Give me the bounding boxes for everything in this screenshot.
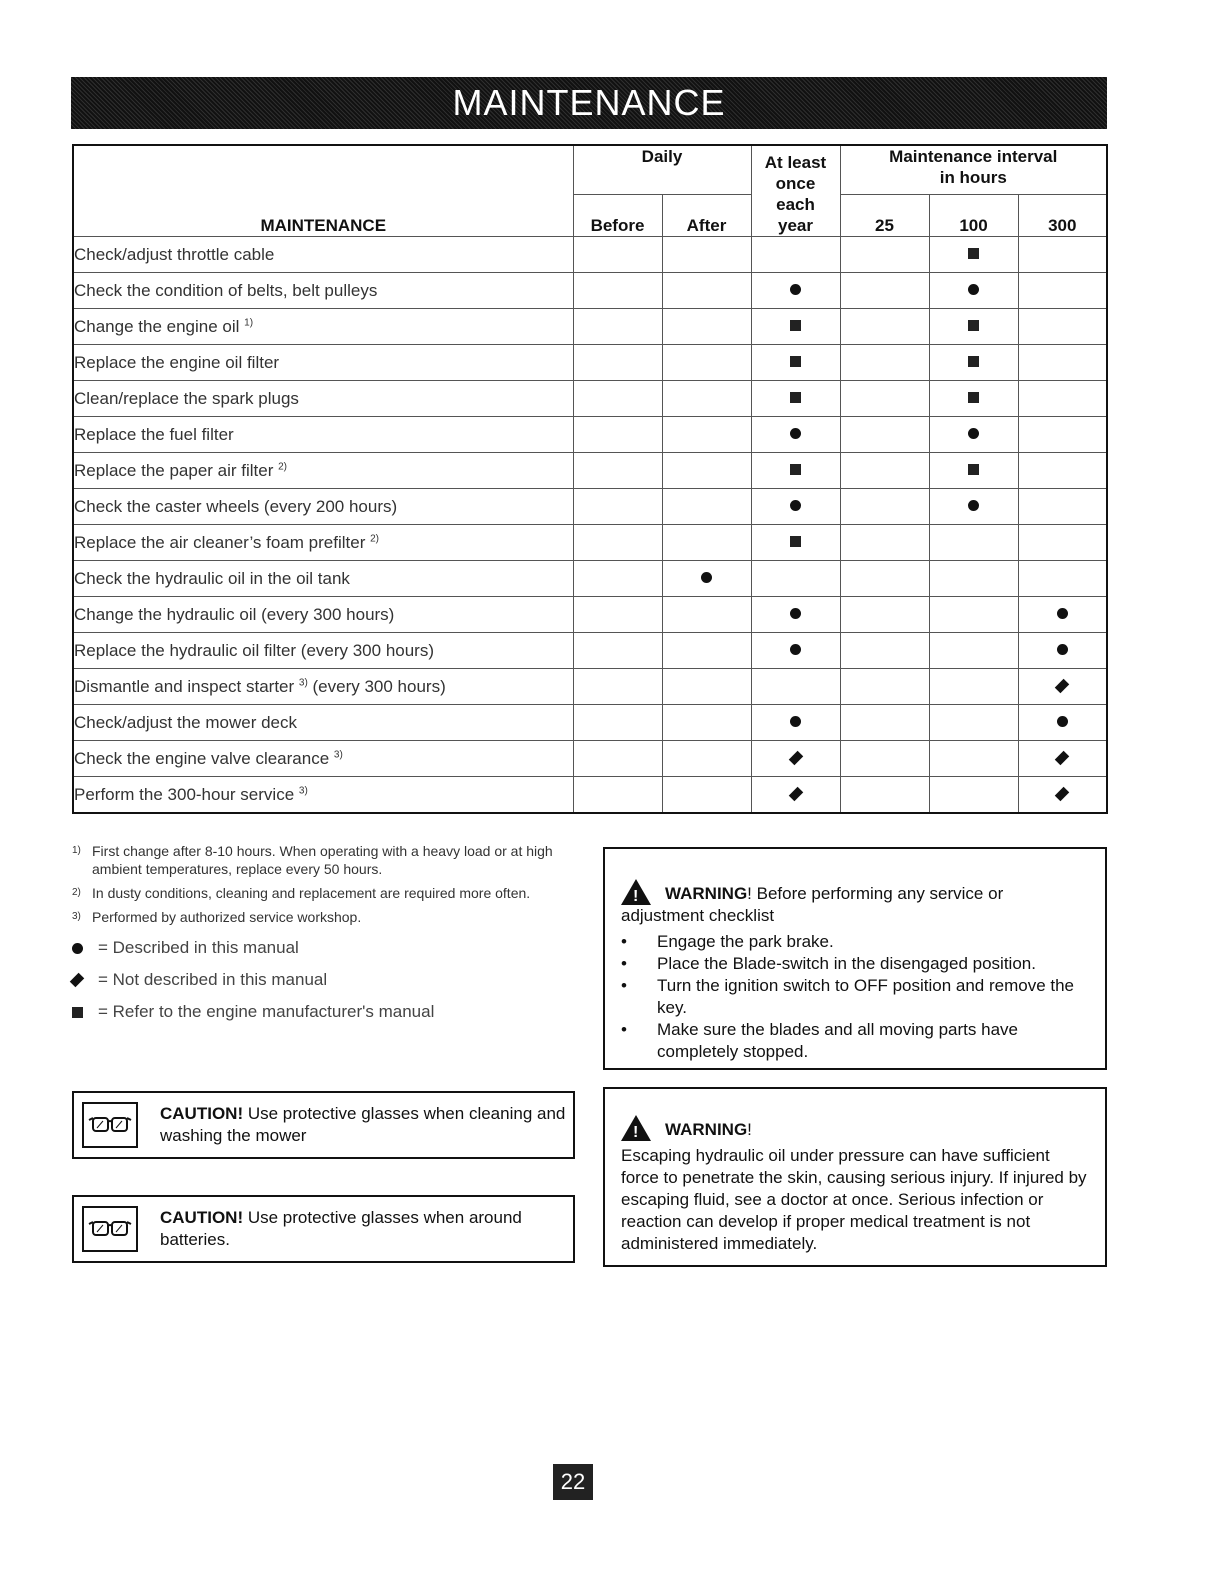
diamond-icon: [1055, 786, 1069, 800]
interval-cell-300h: [1018, 525, 1107, 561]
interval-cell-100h: [929, 417, 1018, 453]
legend-engine-manual: [72, 1002, 572, 1022]
square-icon: [790, 536, 801, 547]
diamond-icon: [788, 786, 802, 800]
interval-cell-25h: [840, 561, 929, 597]
circle-icon: [72, 943, 83, 954]
task-label: Check/adjust the mower deck: [74, 712, 297, 732]
interval-cell-300h: [1018, 741, 1107, 777]
header-interval-line1: Maintenance interval: [889, 147, 1058, 166]
task-cell: [73, 453, 573, 489]
task-label: Check the hydraulic oil in the oil tank: [74, 568, 350, 588]
interval-cell-yearly: [751, 669, 840, 705]
header-interval: [840, 145, 1107, 195]
footnote-number: 2): [72, 887, 81, 898]
interval-cell-25h: [840, 669, 929, 705]
footnote-ref: 3): [298, 784, 308, 796]
interval-cell-yearly: [751, 417, 840, 453]
interval-cell-yearly: [751, 345, 840, 381]
title-banner: [71, 77, 1107, 129]
footnote-1: [72, 842, 572, 878]
interval-cell-yearly: [751, 777, 840, 814]
circle-icon: [1057, 644, 1068, 655]
interval-cell-after: [662, 597, 751, 633]
interval-cell-before: [573, 669, 662, 705]
caution-label: CAUTION!: [160, 1104, 244, 1123]
task-label: Replace the air cleaner’s foam prefilter: [74, 532, 366, 552]
square-icon: [790, 320, 801, 331]
warning-hydraulic-text: Escaping hydraulic oil under pressure can have sufficient force to penetrate the skin, causing serious injury. If injured by escaping fluid, see a doctor at once. Serious infection or reaction can develop if proper medical treatment is not administered immediately.: [621, 1146, 1087, 1253]
caution-cleaning-box: [72, 1091, 575, 1159]
header-before: Before: [573, 195, 662, 237]
interval-cell-100h: [929, 489, 1018, 525]
interval-cell-before: [573, 273, 662, 309]
footnote-2: [72, 884, 572, 902]
footnote-number: 1): [72, 845, 81, 856]
footnote-number: 3): [72, 911, 81, 922]
task-cell: [73, 597, 573, 633]
table-row: [73, 309, 1107, 345]
interval-cell-yearly: [751, 381, 840, 417]
square-icon: [790, 392, 801, 403]
header-maintenance: MAINTENANCE: [73, 145, 573, 237]
task-cell: [73, 381, 573, 417]
footnote-ref: 2): [278, 460, 288, 472]
caution-text: [160, 1207, 573, 1251]
interval-cell-after: [662, 273, 751, 309]
circle-icon: [790, 428, 801, 439]
interval-cell-after: [662, 309, 751, 345]
warning-triangle-icon: [621, 879, 651, 905]
task-cell: [73, 633, 573, 669]
interval-cell-after: [662, 669, 751, 705]
interval-cell-before: [573, 417, 662, 453]
interval-cell-100h: [929, 525, 1018, 561]
interval-cell-25h: [840, 741, 929, 777]
task-label: Check the engine valve clearance: [74, 748, 330, 768]
caution-message: Use protective glasses when cleaning and washing the mower: [160, 1104, 566, 1145]
warning-label: WARNING: [665, 1120, 748, 1139]
circle-icon: [1057, 608, 1068, 619]
task-label: Clean/replace the spark plugs: [74, 388, 299, 408]
square-icon: [968, 356, 979, 367]
maintenance-table: [72, 144, 1108, 814]
interval-cell-25h: [840, 525, 929, 561]
interval-cell-after: [662, 489, 751, 525]
interval-cell-100h: [929, 309, 1018, 345]
interval-cell-25h: [840, 381, 929, 417]
checklist-item: • Turn the ignition switch to OFF position and remove the key.: [621, 975, 1091, 1019]
warning-label: WARNING: [665, 884, 748, 903]
interval-cell-100h: [929, 705, 1018, 741]
interval-cell-after: [662, 453, 751, 489]
diamond-icon: [1055, 750, 1069, 764]
interval-cell-25h: [840, 705, 929, 741]
interval-cell-300h: [1018, 561, 1107, 597]
table-row: [73, 417, 1107, 453]
task-label: Replace the fuel filter: [74, 424, 234, 444]
caution-text: [160, 1103, 573, 1147]
header-25: 25: [840, 195, 929, 237]
interval-cell-300h: [1018, 489, 1107, 525]
footnote-text: First change after 8-10 hours. When operating with a heavy load or at high ambient temperatures, replace every 50 hours.: [92, 843, 553, 877]
circle-icon: [790, 500, 801, 511]
footnote-ref: 3): [333, 748, 343, 760]
interval-cell-after: [662, 381, 751, 417]
interval-cell-after: [662, 525, 751, 561]
square-icon: [72, 1007, 83, 1018]
interval-cell-300h: [1018, 237, 1107, 273]
interval-cell-yearly: [751, 561, 840, 597]
circle-icon: [790, 608, 801, 619]
square-icon: [968, 320, 979, 331]
warning-checklist: [621, 931, 1091, 1063]
task-suffix: (every 300 hours): [307, 676, 446, 696]
circle-icon: [701, 572, 712, 583]
table-row: [73, 597, 1107, 633]
header-yearly: [751, 145, 840, 237]
header-interval-line2: in hours: [939, 168, 1007, 187]
interval-cell-after: [662, 345, 751, 381]
warning-intro-line2: adjustment checklist: [621, 906, 775, 925]
caution-batteries-box: [72, 1195, 575, 1263]
table-row: [73, 561, 1107, 597]
table-row: [73, 777, 1107, 814]
safety-glasses-icon: [82, 1102, 138, 1148]
interval-cell-after: [662, 633, 751, 669]
square-icon: [790, 464, 801, 475]
square-icon: [790, 356, 801, 367]
interval-cell-300h: [1018, 309, 1107, 345]
interval-cell-300h: [1018, 777, 1107, 814]
interval-cell-25h: [840, 309, 929, 345]
interval-cell-300h: [1018, 453, 1107, 489]
circle-icon: [790, 284, 801, 295]
warning-triangle-icon: [621, 1115, 651, 1141]
diamond-icon: [788, 750, 802, 764]
interval-cell-yearly: [751, 309, 840, 345]
interval-cell-25h: [840, 777, 929, 814]
interval-cell-yearly: [751, 237, 840, 273]
interval-cell-yearly: [751, 741, 840, 777]
checklist-item: • Make sure the blades and all moving parts have completely stopped.: [621, 1019, 1091, 1063]
interval-cell-300h: [1018, 381, 1107, 417]
page-number: 22: [553, 1464, 593, 1500]
task-label: Check the condition of belts, belt pulleys: [74, 280, 378, 300]
task-cell: [73, 669, 573, 705]
interval-cell-yearly: [751, 597, 840, 633]
interval-cell-before: [573, 489, 662, 525]
checklist-item: • Place the Blade-switch in the disengaged position.: [621, 953, 1091, 975]
task-cell: [73, 489, 573, 525]
interval-cell-300h: [1018, 705, 1107, 741]
legend-not-described: [72, 970, 572, 990]
interval-cell-yearly: [751, 633, 840, 669]
checklist-item: • Engage the park brake.: [621, 931, 1091, 953]
task-cell: [73, 273, 573, 309]
square-icon: [968, 392, 979, 403]
task-cell: [73, 705, 573, 741]
interval-cell-25h: [840, 489, 929, 525]
interval-cell-after: [662, 741, 751, 777]
task-cell: [73, 309, 573, 345]
footnote-ref: 2): [370, 532, 379, 544]
task-cell: [73, 741, 573, 777]
interval-cell-yearly: [751, 489, 840, 525]
table-row: [73, 525, 1107, 561]
circle-icon: [968, 500, 979, 511]
interval-cell-before: [573, 561, 662, 597]
warning-hydraulic-box: [603, 1087, 1107, 1267]
interval-cell-before: [573, 525, 662, 561]
task-label: Change the hydraulic oil (every 300 hours): [74, 604, 395, 624]
table-row: [73, 345, 1107, 381]
task-label: Check the caster wheels (every 200 hours): [74, 496, 398, 516]
interval-cell-100h: [929, 777, 1018, 814]
circle-icon: [790, 716, 801, 727]
interval-cell-100h: [929, 237, 1018, 273]
diamond-icon: [70, 973, 84, 987]
task-label: Change the engine oil: [74, 316, 240, 336]
header-yearly-line1: At least: [764, 153, 827, 172]
footnote-3: [72, 908, 572, 926]
interval-cell-100h: [929, 381, 1018, 417]
interval-cell-before: [573, 741, 662, 777]
table-row: [73, 669, 1107, 705]
footnote-ref: 1): [244, 316, 254, 328]
interval-cell-300h: [1018, 345, 1107, 381]
header-300: 300: [1018, 195, 1107, 237]
interval-cell-100h: [929, 633, 1018, 669]
caution-label: CAUTION!: [160, 1208, 244, 1227]
interval-cell-100h: [929, 561, 1018, 597]
header-after: After: [662, 195, 751, 237]
interval-cell-25h: [840, 417, 929, 453]
table-row: [73, 741, 1107, 777]
legend-described-text: = Described in this manual: [98, 938, 299, 957]
interval-cell-after: [662, 237, 751, 273]
interval-cell-yearly: [751, 705, 840, 741]
interval-cell-before: [573, 345, 662, 381]
interval-cell-25h: [840, 237, 929, 273]
interval-cell-25h: [840, 597, 929, 633]
circle-icon: [790, 644, 801, 655]
table-row: [73, 705, 1107, 741]
footnote-ref: 3): [298, 676, 308, 688]
warning-checklist-box: [603, 847, 1107, 1070]
task-cell: [73, 237, 573, 273]
legend-described: [72, 938, 572, 958]
interval-cell-300h: [1018, 633, 1107, 669]
task-cell: [73, 345, 573, 381]
legend-not-described-text: = Not described in this manual: [98, 970, 328, 989]
interval-cell-100h: [929, 345, 1018, 381]
caution-message: Use protective glasses when around batteries.: [160, 1208, 522, 1249]
table-row: [73, 633, 1107, 669]
interval-cell-after: [662, 777, 751, 814]
task-label: Check/adjust throttle cable: [74, 244, 275, 264]
task-cell: [73, 561, 573, 597]
table-row: [73, 381, 1107, 417]
circle-icon: [968, 284, 979, 295]
task-cell: [73, 525, 573, 561]
header-100: 100: [929, 195, 1018, 237]
interval-cell-yearly: [751, 525, 840, 561]
interval-cell-after: [662, 561, 751, 597]
table-row: [73, 273, 1107, 309]
interval-cell-100h: [929, 453, 1018, 489]
interval-cell-25h: [840, 633, 929, 669]
interval-cell-100h: [929, 669, 1018, 705]
safety-glasses-icon: [82, 1206, 138, 1252]
task-label: Replace the engine oil filter: [74, 352, 280, 372]
warning-intro: ! Before performing any service or: [747, 884, 1004, 903]
interval-cell-300h: [1018, 597, 1107, 633]
interval-cell-yearly: [751, 273, 840, 309]
task-label: Replace the hydraulic oil filter (every 300 hours): [74, 640, 435, 660]
interval-cell-before: [573, 237, 662, 273]
table-row: [73, 453, 1107, 489]
table-row: [73, 237, 1107, 273]
interval-cell-before: [573, 381, 662, 417]
page-title: MAINTENANCE: [452, 82, 726, 123]
legend-engine-manual-text: = Refer to the engine manufacturer's manual: [98, 1002, 435, 1021]
interval-cell-after: [662, 417, 751, 453]
square-icon: [968, 464, 979, 475]
interval-cell-25h: [840, 453, 929, 489]
task-label: Replace the paper air filter: [74, 460, 274, 480]
interval-cell-100h: [929, 597, 1018, 633]
footnote-text: In dusty conditions, cleaning and replacement are required more often.: [92, 885, 531, 901]
header-yearly-line3: each: [776, 195, 815, 214]
square-icon: [968, 248, 979, 259]
table-row: [73, 489, 1107, 525]
interval-cell-25h: [840, 273, 929, 309]
task-cell: [73, 417, 573, 453]
footnote-text: Performed by authorized service workshop.: [92, 909, 362, 925]
header-yearly-line4: year: [778, 216, 813, 235]
interval-cell-after: [662, 705, 751, 741]
interval-cell-before: [573, 597, 662, 633]
footnotes-section: [72, 842, 572, 1022]
interval-cell-before: [573, 453, 662, 489]
interval-cell-25h: [840, 345, 929, 381]
interval-cell-300h: [1018, 669, 1107, 705]
interval-cell-before: [573, 705, 662, 741]
interval-cell-300h: [1018, 273, 1107, 309]
header-daily: Daily: [573, 145, 751, 195]
interval-cell-before: [573, 777, 662, 814]
task-cell: [73, 777, 573, 814]
task-label: Perform the 300-hour service: [74, 784, 295, 804]
interval-cell-before: [573, 633, 662, 669]
header-yearly-line2: once: [775, 174, 816, 193]
interval-cell-before: [573, 309, 662, 345]
warning-exclaim: !: [747, 1120, 752, 1139]
diamond-icon: [1055, 678, 1069, 692]
interval-cell-yearly: [751, 453, 840, 489]
interval-cell-100h: [929, 273, 1018, 309]
interval-cell-300h: [1018, 417, 1107, 453]
circle-icon: [1057, 716, 1068, 727]
interval-cell-100h: [929, 741, 1018, 777]
task-label: Dismantle and inspect starter: [74, 676, 295, 696]
circle-icon: [968, 428, 979, 439]
maintenance-table-body: [73, 237, 1107, 814]
